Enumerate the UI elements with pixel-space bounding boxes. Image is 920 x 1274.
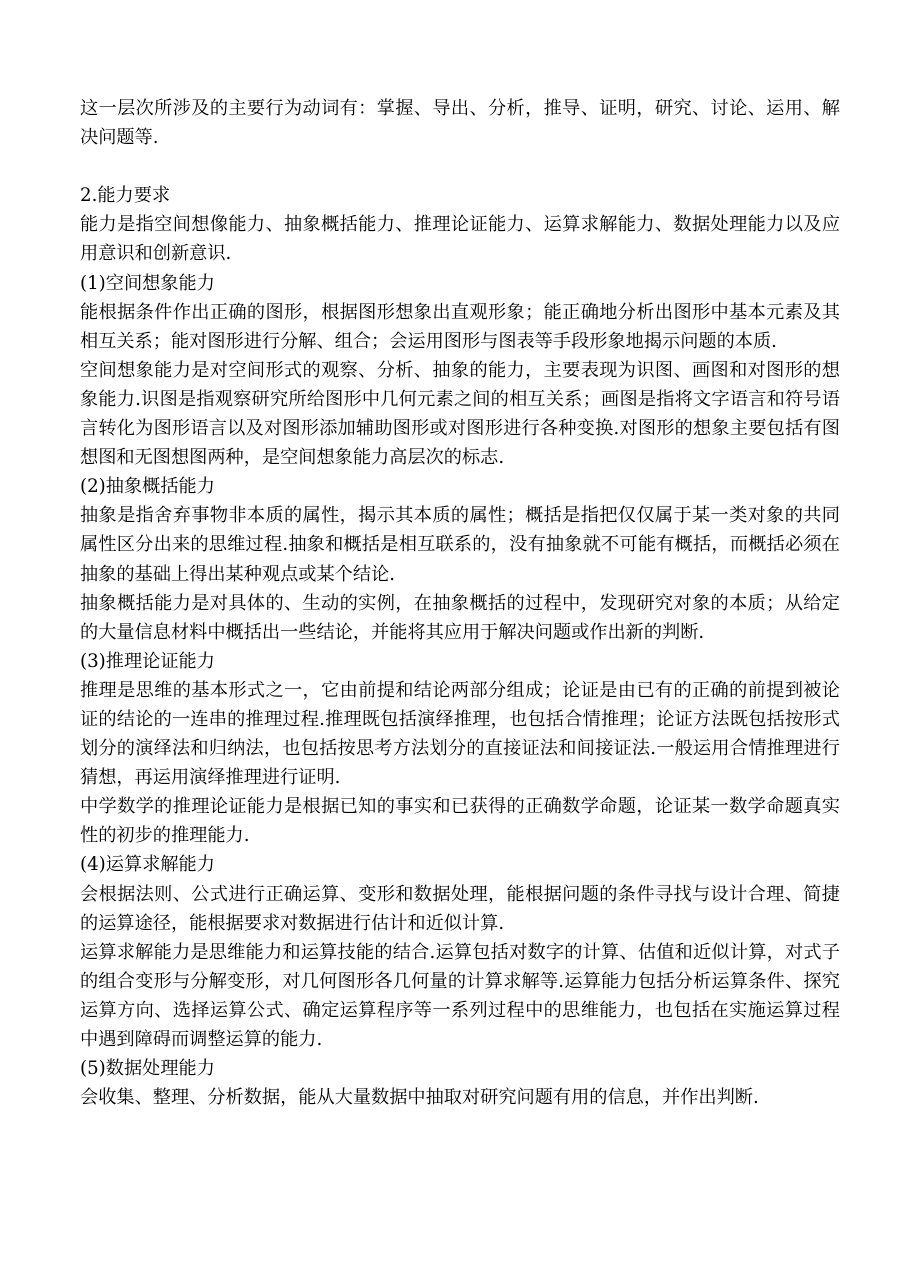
abstraction-paragraph: 抽象是指舍弃事物非本质的属性，揭示其本质的属性；概括是指把仅仅属于某一类对象的共同属性区分出来的思维过程.抽象和概括是相互联系的，没有抽象就不可能有概括，而概括必须在抽象的基础上得出某种观点或某个结论. (80, 505, 840, 585)
section-title: 2.能力要求 (80, 185, 171, 207)
section-summary: 能力是指空间想像能力、抽象概括能力、推理论证能力、运算求解能力、数据处理能力以及应用意识和创新意识. (80, 214, 840, 265)
subsection-title-data: (5)数据处理能力 (80, 1058, 215, 1080)
spatial-paragraph: 空间想象能力是对空间形式的观察、分析、抽象的能力，主要表现为识图、画图和对图形的想象能力.识图是指观察研究所给图形中几何元素之间的相互关系；画图是指将文字语言和符号语言转化为图形语言以及对图形添加辅助图形或对图形进行各种变换.对图形的想象主要包括有图想图和无图想图两种，是空间想象能力高层次的标志. (80, 359, 840, 469)
computation-paragraph: 会根据法则、公式进行正确运算、变形和数据处理，能根据问题的条件寻找与设计合理、简捷的运算途径，能根据要求对数据进行估计和近似计算. (80, 883, 840, 934)
intro-paragraph: 这一层次所涉及的主要行为动词有：掌握、导出、分析，推导、证明，研究、讨论、运用、解决问题等. (80, 98, 840, 149)
document-page (80, 94, 840, 1112)
subsection-title-spatial: (1)空间想象能力 (80, 272, 215, 294)
reasoning-paragraph: 中学数学的推理论证能力是根据已知的事实和已获得的正确数学命题，论证某一数学命题真实性的初步的推理能力. (80, 796, 840, 847)
computation-paragraph: 运算求解能力是思维能力和运算技能的结合.运算包括对数字的计算、估值和近似计算，对式子的组合变形与分解变形，对几何图形各几何量的计算求解等.运算能力包括分析运算条件、探究运算方向、选择运算公式、确定运算程序等一系列过程中的思维能力，也包括在实施运算过程中遇到障碍而调整运算的能力. (80, 941, 840, 1050)
spatial-paragraph: 能根据条件作出正确的图形，根据图形想象出直观形象；能正确地分析出图形中基本元素及其相互关系；能对图形进行分解、组合；会运用图形与图表等手段形象地揭示问题的本质. (80, 301, 840, 352)
reasoning-paragraph: 推理是思维的基本形式之一，它由前提和结论两部分组成；论证是由已有的正确的前提到被论证的结论的一连串的推理过程.推理既包括演绎推理，也包括合情推理；论证方法既包括按形式划分的演绎法和归纳法，也包括按思考方法划分的直接证法和间接证法.一般运用合情推理进行猜想，再运用演绎推理进行证明. (80, 679, 840, 789)
data-paragraph: 会收集、整理、分析数据，能从大量数据中抽取对研究问题有用的信息，并作出判断. (80, 1087, 759, 1109)
subsection-title-abstraction: (2)抽象概括能力 (80, 476, 215, 498)
subsection-title-reasoning: (3)推理论证能力 (80, 650, 215, 672)
subsection-title-computation: (4)运算求解能力 (80, 854, 215, 876)
abstraction-paragraph: 抽象概括能力是对具体的、生动的实例，在抽象概括的过程中，发现研究对象的本质；从给定的大量信息材料中概括出一些结论，并能将其应用于解决问题或作出新的判断. (80, 592, 840, 643)
paragraph-spacer (80, 152, 840, 181)
